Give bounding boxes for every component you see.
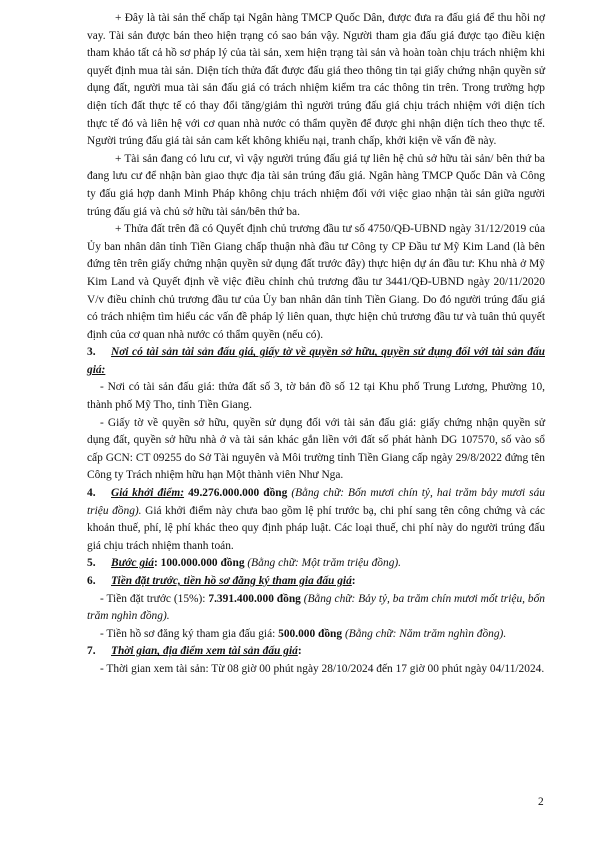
section-colon: : [351,575,356,587]
section-number: 6. [87,575,96,587]
paragraph-collateral: + Đây là tài sản thế chấp tại Ngân hàng TMCP Quốc Dân, được đưa ra đấu giá để thu hồi nợ vay. Tài sản được bán theo hiện trạng có sao bán vậy. Người tham gia đấu giá được tạo điều kiện tham khảo tất cả hồ sơ pháp lý của tài sản, xem hiện trạng tài sản và hoàn toàn chịu trách nhiệm khi quyết định mua tài sản. Diện tích thửa đất được đấu giá theo thông tin tại giấy chứng nhận quyền sử dụng đất, người mua tài sản đấu giá có trách nhiệm kiểm tra các thông tin trên. Trong trường hợp diện tích đất thực tế có thay đổi tăng/giảm thì người trúng đấu giá chịu trách nhiệm với diện tích thực tế đó và liên hệ với cơ quan nhà nước có thẩm quyền để được ghi nhận diện tích theo thực tế. Người trúng đấu giá tài sản cam kết không khiếu nại, tranh chấp, khởi kiện về vấn đề này. [87,12,545,148]
bid-step-amount: 100.000.000 đồng [160,557,245,570]
page-number: 2 [538,796,544,808]
section-4-starting-price [87,485,545,555]
paragraph-investment-decision: + Thửa đất trên đã có Quyết định chủ trương đầu tư số 4750/QĐ-UBND ngày 31/12/2019 của Ủy ban nhân dân tỉnh Tiền Giang chấp thuận nhà đầu tư Công ty CP Đầu tư Mỹ Kim Land (là bên đứng tên trên giấy chứng nhận quyền sử dụng đất trước đây) thực hiện dự án đầu tư: Khu nhà ở Mỹ Kim Land và Quyết định về việc điều chỉnh chủ trương đầu tư 3441/QĐ-UBND ngày 20/11/2020 V/v điều chỉnh chủ trương đầu tư của Ủy ban nhân dân tỉnh Tiền Giang. Do đó người trúng đấu giá có trách nhiệm tìm hiểu các vấn đề pháp lý liên quan, thực hiện chủ trương đầu tư và tuân thủ quyết định của cơ quan nhà nước có thẩm quyền (nếu có). [87,223,545,341]
section-colon: : [154,557,158,570]
registration-fee-amount: 500.000 đồng [278,627,343,640]
section-title: Giá khởi điểm: [111,487,185,500]
section-title: Bước giá [111,557,154,570]
bid-step-words: (Bằng chữ: Một trăm triệu đồng). [247,557,402,570]
viewing-time-line: - Thời gian xem tài sản: Từ 08 giờ 00 phút ngày 28/10/2024 đến 17 giờ 00 phút ngày 04/11/2024. [100,662,545,675]
section-3-heading [87,344,545,379]
section-number: 5. [87,557,96,570]
paragraph-occupancy: + Tài sản đang có lưu cư, vì vậy người trúng đấu giá tự liên hệ chủ sở hữu tài sản/ bên thứ ba đang lưu cư để nhận bàn giao thực địa tài sản trúng đấu giá. Ngân hàng TMCP Quốc Dân và Công ty đấu giá hợp danh Minh Pháp không chịu trách nhiệm đối với việc giao nhận tài sản giữa người trúng đấu giá và chủ sở hữu tài sản/bên thứ ba. [87,152,545,218]
section-3-location: - Nơi có tài sản đấu giá: thửa đất số 3, tờ bản đồ số 12 tại Khu phố Trung Lương, Phường 10, thành phố Mỹ Tho, tỉnh Tiền Giang. [87,381,545,412]
document-body [87,10,545,679]
section-7-heading [87,643,545,661]
deposit-line [87,591,545,626]
registration-fee-words: (Bằng chữ: Năm trăm nghìn đồng). [344,627,507,640]
section-number: 7. [87,645,96,658]
section-6-heading [87,573,545,591]
starting-price-note: Giá khởi điểm này chưa bao gồm lệ phí trước bạ, chi phí sang tên công chứng và các khoản thuế, phí, lệ phí khác theo quy định pháp luật. Các loại thuế, chi phí này do người trúng đấu giá chịu trách nhiệm thanh toán. [87,504,545,552]
registration-fee-label: - Tiền hồ sơ đăng ký tham gia đấu giá: [100,627,276,640]
deposit-amount: 7.391.400.000 đồng [208,592,301,605]
starting-price-words: (Bằng chữ: Bốn mươi chín tỷ, hai trăm bảy mươi sáu triệu đồng). [87,487,545,517]
starting-price-amount: 49.276.000.000 đồng [188,487,288,500]
registration-fee-line [87,626,545,644]
section-title: Tiền đặt trước, tiền hồ sơ đăng ký tham gia đấu giá [111,575,352,587]
deposit-label: - Tiền đặt trước (15%): [100,592,206,605]
section-5-bid-step [87,555,545,573]
section-title: Thời gian, địa điểm xem tài sản đấu giá [111,645,298,658]
section-number: 3. [87,346,96,359]
deposit-words: (Bằng chữ: Bảy tỷ, ba trăm chín mươi mốt triệu, bốn trăm nghìn đồng). [87,592,545,623]
section-3-ownership-docs: - Giấy tờ về quyền sở hữu, quyền sử dụng đối với tài sản đấu giá: giấy chứng nhận quyền sử dụng đất, quyền sở hữu nhà ở và tài sản khác gắn liền với đất số phát hành DG 107570, số vào sổ cấp GCN: CT 09255 do Sở Tài nguyên và Môi trường tỉnh Tiền Giang cấp ngày 29/8/2022 đứng tên Công ty Trách nhiệm hữu hạn Một thành viên Như Nga. [87,416,545,482]
section-title: Nơi có tài sản tài sản đấu giá, giấy tờ về quyền sở hữu, quyền sử dụng đối với tài sản đấu giá: [87,346,545,376]
section-colon: : [297,645,302,658]
section-number: 4. [87,487,96,500]
